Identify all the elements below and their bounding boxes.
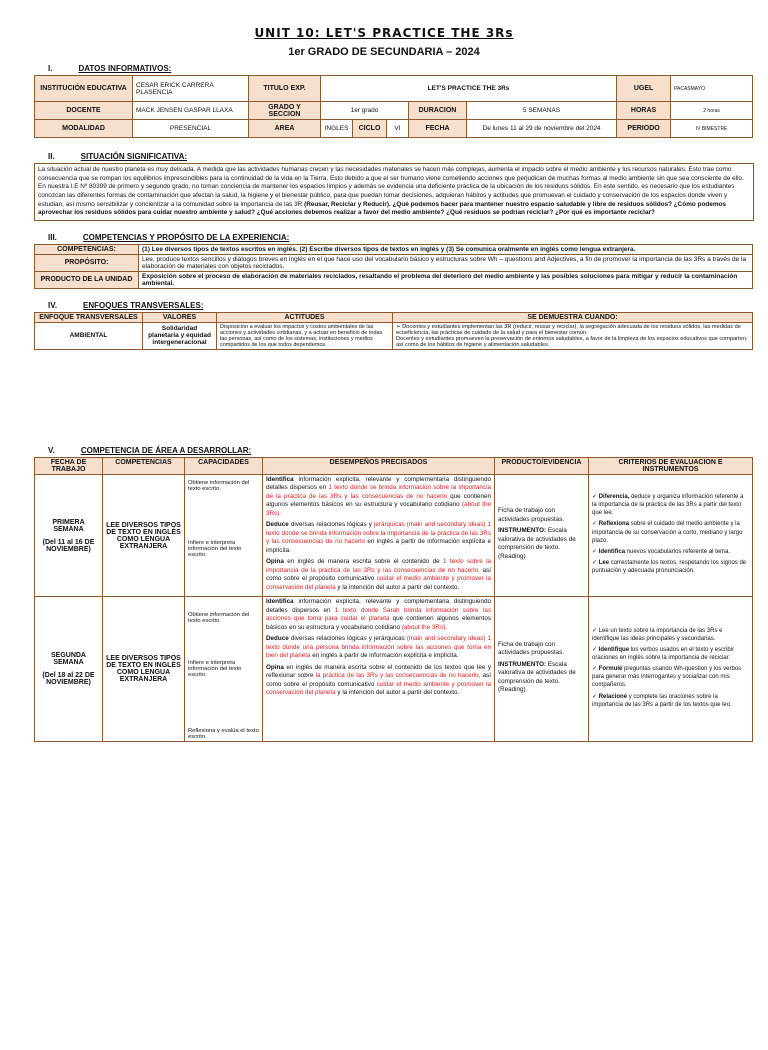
label: INSTITUCIÓN EDUCATIVA (35, 76, 133, 102)
desempenos-cell: Identifica información explícita, relevante y complementaria distinguiendo detalles dispersos en 1 texto donde se brinda información sobre la importancia de la práctica de las 3Rs y las consecuencias de no hacerlo que contienen algunos elementos básicos en su estructura y vocabulario cotidiano (about the 3Rs). Deduce diversas relaciones lógicas y jerárquicas (main and secondary ideas) 1 texto donde se brinda información sobre la importancia de la práctica de las 3Rs y las consecuencias de no hacerlo en inglés a partir de información explícita e implícita. Opina en inglés de manera escrita sobre el contenido de 1 texto sobre la importancia de la práctica de las 3Rs y las consecuencias de no hacerlo, así como sobre el propósito comunicativo cuidar el medio ambiente y promover la conservación del planeta y la intención del autor a partir del contexto. (263, 474, 495, 597)
column-header: COMPETENCIAS (103, 457, 185, 474)
document-subtitle: 1er GRADO DE SECUNDARIA – 2024 (288, 46, 480, 58)
column-header: DESEMPEÑOS PRECISADOS (263, 457, 495, 474)
value: IV BIMESTRE (671, 120, 753, 138)
value: CESAR ERICK CARRERA PLASENCIA (133, 76, 249, 102)
label: CICLO (353, 120, 387, 138)
value: LET'S PRACTICE THE 3Rs (321, 76, 617, 102)
valores-cell: Solidaridad planetaria y equidad intergeneracional (143, 322, 217, 349)
table-row (35, 474, 753, 597)
value: PRESENCIAL (133, 120, 249, 138)
column-header: PRODUCTO/EVIDENCIA (495, 457, 589, 474)
section-heading: I. DATOS INFORMATIVOS: (48, 64, 172, 73)
capacidades-cell: Obtiene información del texto escrito. Infiere e interpreta información del texto escrito. (185, 474, 263, 597)
label: MODALIDAD (35, 120, 133, 138)
producto-cell: Ficha de trabajo con actividades propuestas. INSTRUMENTO: Escala valorativa de actividades de comprensión de texto. (Reading) (495, 474, 589, 597)
column-header: CRITERIOS DE EVALUACION E INSTRUMENTOS (589, 457, 753, 474)
value: Exposición sobre el proceso de elaboración de materiales reciclados, resaltando el problema del deterioro del medio ambiente y las posibles soluciones para mitigar y reducir la contaminación ambiental. (139, 271, 753, 288)
situacion-paragraph: La situación actual de nuestro planeta es muy delicada. A medida que las actividades humanas crecen y las necesidades materiales se hacen más complejas, aumenta el impacto sobre el medio ambiente y los recursos naturales. Esto trae como consecuencia que se rompan los equilibrios imprescindibles para la continuidad de la vida en la Tierra. Esto debido a que el ser humano viene cometiendo acciones que perjudican de muchas formas al medio ambiente sin que sea consciente de ello. (38, 166, 744, 182)
value: PACASMAYO (671, 76, 753, 102)
label: HORAS (617, 102, 671, 120)
enfoque-cell: AMBIENTAL (35, 322, 143, 349)
section-heading: V. COMPETENCIA DE ÁREA A DESARROLLAR: (48, 445, 252, 455)
competencia-cell: LEE DIVERSOS TIPOS DE TEXTO EN INGLÉS COMO LENGUA EXTRANJERA (103, 597, 185, 742)
label: DOCENTE (35, 102, 133, 120)
label: PRODUCTO DE LA UNIDAD (35, 271, 139, 288)
section-heading: IV. ENFOQUES TRANSVERSALES: (48, 300, 204, 310)
label: AREA (249, 120, 321, 138)
label: FECHA (409, 120, 467, 138)
criterios-cell: ✓ Lee un texto sobre la importancia de las 3Rs e identifique las ideas principales y secundarias. ✓ Identifique los verbos usados en el texto y escribir oraciones en inglés sobre la importancia de reciclar. ✓ Formulé preguntas usando Wh-question y los verbos para generar más interrogantes y socializar con mis compañeros. ✓ Relacioné y complete las oraciones sobre la importancia de las 3Rs a partir de los textos que leo. (589, 597, 753, 742)
column-header: ENFOQUE TRANSVERSALES (35, 312, 143, 322)
criterios-cell: ✓ Diferencia, deduce y organiza información referente a la importancia de la práctica de las 3Rs a partir del texto que lee. ✓ Reflexiona sobre el cuidado del medio ambiente y la importancia de su conservación a corto, mediano y largo plazo. ✓ Identifica nuevos vocabularios referente al tema. ✓ Lee correctamente los textos, respetando los signos de puntuación y adecuada pronunciación. (589, 474, 753, 597)
capacidades-cell: Obtiene información del texto escrito. Infiere e interpreta información del texto escrito. Reflexiona y evalúa el texto escrito. (185, 597, 263, 742)
value: 2 horas (671, 102, 753, 120)
value: (1) Lee diversos tipos de textos escritos en inglés. (2) Escribe diversos tipos de textos en inglés y (3) Se comunica oralmente en inglés como lengua extranjera. (139, 244, 753, 254)
label: PERIODO (617, 120, 671, 138)
section-heading: III. COMPETENCIAS Y PROPÓSITO DE LA EXPERIENCIA: (48, 232, 290, 242)
value: VI (387, 120, 409, 138)
situacion-box (34, 163, 754, 221)
actitudes-cell: Disposición a evaluar los impactos y costos ambientales de las acciones y actividades cotidianas, y a actuar en beneficio de todas las personas, así como de los sistemas, instituciones y medios compartidos de los que todos dependemos. (217, 322, 393, 349)
label: DURACION (409, 102, 467, 120)
column-header: CAPACIDADES (185, 457, 263, 474)
value: Lee, produce textos sencillos y diálogos breves en inglés en el que hace uso del vocabulario básico y estructuras sobre Wh – questions and Adjectives, a fin de promover la importancia de las 3Rs a través de la elaboración de materiales con objetos reciclados. (139, 254, 753, 271)
competencia-cell: LEE DIVERSOS TIPOS DE TEXTO EN INGLÉS COMO LENGUA EXTRANJERA (103, 474, 185, 597)
value: INGLES (321, 120, 353, 138)
label: TITULO EXP. (249, 76, 321, 102)
datos-table (34, 75, 753, 138)
enfoques-table (34, 312, 753, 350)
demuestra-item: ➢ Docentes y estudiantes implementan las 3R (reducir, reusar y reciclar), la segregación adecuada de los residuos sólidos, las medidas de ecoeficiencia, las prácticas de cuidado de la salud y para el bienestar común. (396, 323, 741, 336)
area-table (34, 457, 753, 743)
value: 1er grado (321, 102, 409, 120)
desempenos-cell: Identifica información explícita, relevante y complementaria distinguiendo detalles dispersos en 1 texto donde Sarah brinda información sobre las acciones que toma para cuidar el planeta que contienen algunos elementos básicos en su estructura y vocabulario cotidiano (about the 3Rs). Deduce diversas relaciones lógicas y jerárquicas (main and secondary ideas) 1 texto donde una persona brinda información sobre las acciones que toma en bien del planeta en inglés a partir de información explícita e implícita. Opina en inglés de manera escrita sobre el contenido de los textos que lee y reflexionar sobre la práctica de las 3Rs y las consecuencias de no hacerlo, así como sobre el propósito comunicativo cuidar el medio ambiente y promover la conservación del planeta y la intención del autor a partir del contexto. (263, 597, 495, 742)
competencias-table (34, 244, 753, 289)
table-row (35, 597, 753, 742)
week-cell: PRIMERA SEMANA (Del 11 al 16 DE NOVIEMBRE) (35, 474, 103, 597)
section-heading: II. SITUACIÓN SIGNIFICATIVA: (48, 152, 188, 161)
column-header: FECHA DE TRABAJO (35, 457, 103, 474)
document-title: UNIT 10: LET'S PRACTICE THE 3Rs (254, 26, 514, 40)
column-header: VALORES (143, 312, 217, 322)
demuestra-item: Docentes y estudiantes promueven la preservación de entornos saludables, a favor de la limpieza de los espacios educativos que comparten, así como de los hábitos de higiene y alimentación saludables. (396, 335, 748, 348)
producto-cell: Ficha de trabajo con actividades propuestas. INSTRUMENTO: Escala valorativa de actividades de comprensión de texto. (Reading) (495, 597, 589, 742)
week-cell: SEGUNDA SEMANA (Del 18 al 22 DE NOVIEMBRE) (35, 597, 103, 742)
value: De lunes 11 al 29 de noviembre del 2024 (467, 120, 617, 138)
column-header: ACTITUDES (217, 312, 393, 322)
value: MACK JENSEN GASPAR LLAXA (133, 102, 249, 120)
label: GRADO Y SECCION (249, 102, 321, 120)
situacion-paragraph: En nuestra I.E Nº 80399 de primero y segundo grado, no toman conciencia de mantener los espacios limpios y además se evidencia una deficiente práctica de la ubicación de los residuos sólidos. En este sentido, es necesario que los estudiantes conozcan las diferentes formas de contaminación que afectan la salud, la higiene y el bienestar público, para que puedan tomar decisiones, adquieran hábitos y actitudes que promuevan el cuidado y conservación de los espacios donde viven y estudian, así mismo sensibilizar y concientizar a la comunidad sobre la importancia de las 3R (Reusar, Reciclar y Reducir). ¿Qué podemos hacer para mantener nuestro espacio saludable y libre de residuos sólidos? ¿Cómo podemos aprovechar los residuos sólidos para cuidar nuestro ambiente y salud? ¿Qué acciones debemos realizar a favor del medio ambiente? ¿Qué residuos se podrían reciclar? ¿Por qué es importante reciclar? (38, 183, 735, 217)
column-header: SE DEMUESTRA CUANDO: (393, 312, 753, 322)
demuestra-cell (393, 322, 753, 349)
document-page (0, 26, 768, 1050)
label: PROPÓSITO: (35, 254, 139, 271)
label: COMPETENCIAS: (35, 244, 139, 254)
label: UGEL (617, 76, 671, 102)
value: 5 SEMANAS (467, 102, 617, 120)
